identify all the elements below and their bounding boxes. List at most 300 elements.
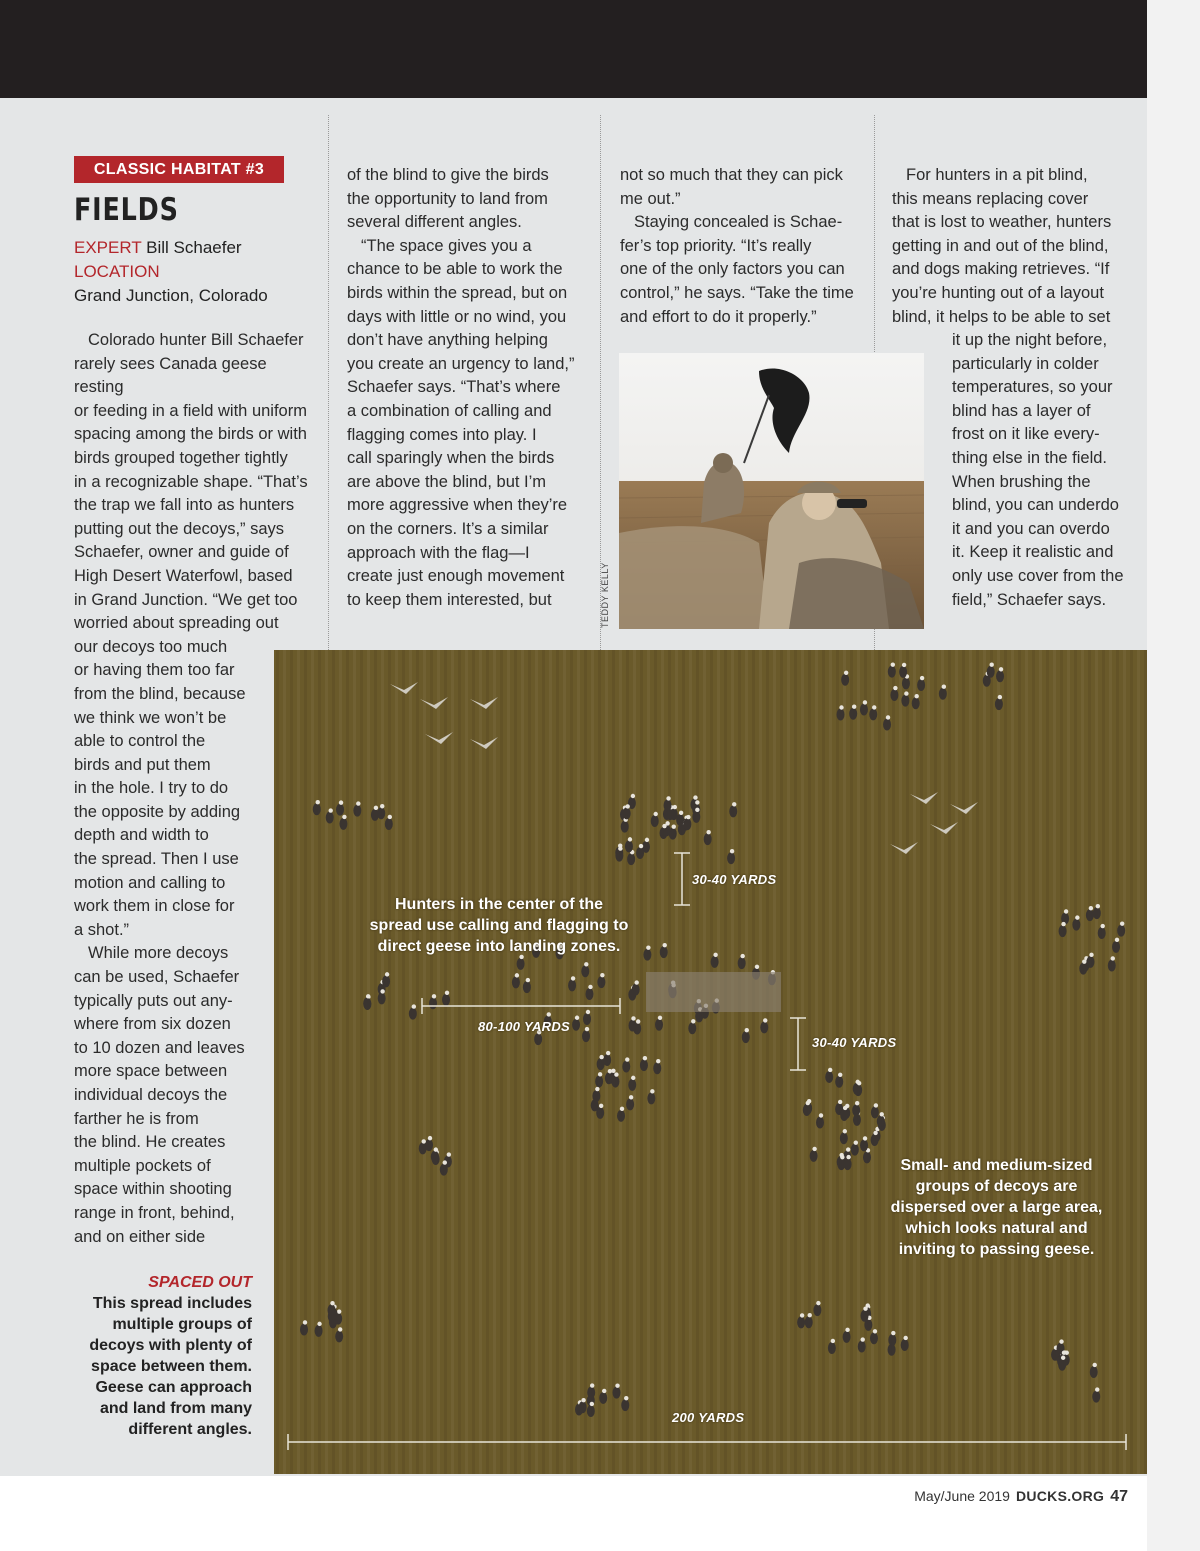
- crop-row: [661, 650, 664, 1474]
- text-line: from the blind, because: [74, 684, 246, 703]
- goose-decoy: [599, 1392, 607, 1404]
- goose-decoy-head: [317, 1322, 321, 1326]
- goose-decoy-head: [590, 1402, 594, 1406]
- crop-row: [934, 650, 937, 1474]
- goose-decoy-head: [672, 824, 676, 828]
- goose-decoy: [1098, 927, 1106, 939]
- goose-decoy-head: [598, 1072, 602, 1076]
- crop-row: [1032, 650, 1035, 1474]
- goose-decoy: [810, 1150, 818, 1162]
- text-line: and on either side: [74, 1227, 206, 1246]
- text-line: range in front, behind,: [74, 1203, 235, 1222]
- crop-row: [332, 650, 335, 1474]
- goose-decoy-head: [380, 804, 384, 808]
- crop-row: [1025, 650, 1028, 1474]
- goose-decoy: [339, 818, 347, 830]
- goose-decoy: [595, 1075, 603, 1087]
- goose-decoy: [592, 1090, 600, 1102]
- goose-decoy: [643, 949, 651, 961]
- goose-decoy-head: [838, 1073, 842, 1077]
- expert-meta: [74, 236, 268, 308]
- goose-decoy-head: [844, 671, 848, 675]
- crop-row: [360, 650, 363, 1474]
- goose-decoy-head: [645, 838, 649, 842]
- goose-decoy: [587, 1387, 595, 1399]
- crop-row: [948, 650, 951, 1474]
- goose-decoy: [300, 1323, 308, 1335]
- goose-decoy: [996, 670, 1004, 682]
- crop-row: [472, 650, 475, 1474]
- crop-row: [584, 650, 587, 1474]
- crop-row: [689, 650, 692, 1474]
- goose-decoy: [828, 1342, 836, 1354]
- goose-decoy-head: [338, 1327, 342, 1331]
- goose-decoy-head: [838, 1100, 842, 1104]
- text-line: frost on it like every-: [952, 425, 1100, 444]
- goose-decoy-head: [999, 667, 1003, 671]
- crop-row: [836, 650, 839, 1474]
- photo-credit: TEDDY KELLY: [600, 562, 610, 628]
- goose-decoy-head: [1089, 906, 1093, 910]
- goose-decoy-head: [662, 824, 666, 828]
- goose-decoy-head: [643, 1056, 647, 1060]
- crop-row: [675, 650, 678, 1474]
- goose-decoy-head: [855, 1101, 859, 1105]
- goose-decoy: [512, 976, 520, 988]
- goose-decoy-head: [602, 1389, 606, 1393]
- goose-decoy-head: [755, 965, 759, 969]
- text-line: Colorado hunter Bill Schaefer: [88, 331, 304, 349]
- crop-row: [815, 650, 818, 1474]
- goose-decoy: [843, 1331, 851, 1343]
- goose-decoy-head: [303, 1320, 307, 1324]
- goose-decoy: [1086, 956, 1094, 968]
- goose-decoy: [676, 814, 684, 826]
- crop-row: [997, 650, 1000, 1474]
- goose-decoy-head: [1111, 956, 1115, 960]
- crop-row: [591, 650, 594, 1474]
- crop-row: [1130, 650, 1133, 1474]
- goose-decoy-head: [713, 953, 717, 957]
- goose-decoy-head: [902, 663, 906, 667]
- crop-row: [465, 650, 468, 1474]
- goose-decoy: [628, 1079, 636, 1091]
- top-bar: [0, 0, 1200, 98]
- goose-decoy: [621, 821, 629, 833]
- goose-decoy-head: [852, 705, 856, 709]
- text-line: blind has a layer of: [952, 401, 1091, 420]
- label-line: which looks natural and: [905, 1220, 1088, 1237]
- goose-decoy-head: [412, 1004, 416, 1008]
- goose-decoy: [888, 1334, 896, 1346]
- goose-decoy: [1093, 907, 1101, 919]
- goose-decoy-head: [629, 1095, 633, 1099]
- goose-decoy: [683, 818, 691, 830]
- goose-decoy-head: [1101, 924, 1105, 928]
- crop-row: [787, 650, 790, 1474]
- goose-decoy: [704, 833, 712, 845]
- crop-row: [920, 650, 923, 1474]
- crop-row: [1046, 650, 1049, 1474]
- page-footer: [914, 1488, 1128, 1506]
- text-line: rarely sees Canada geese resting: [74, 354, 267, 397]
- goose-decoy: [409, 1008, 417, 1020]
- goose-decoy-head: [806, 1101, 810, 1105]
- crop-row: [381, 650, 384, 1474]
- crop-row: [1137, 650, 1140, 1474]
- crop-row: [633, 650, 636, 1474]
- crop-row: [1011, 650, 1014, 1474]
- label-line: dispersed over a large area,: [890, 1199, 1103, 1216]
- crop-row: [458, 650, 461, 1474]
- goose-decoy-head: [706, 830, 710, 834]
- goose-decoy: [632, 984, 640, 996]
- goose-decoy: [1072, 919, 1080, 931]
- crop-row: [1088, 650, 1091, 1474]
- text-line: me out.”: [620, 189, 681, 208]
- goose-decoy-head: [808, 1313, 812, 1317]
- crop-row: [437, 650, 440, 1474]
- goose-decoy-head: [1062, 1350, 1066, 1354]
- goose-decoy-head: [588, 985, 592, 989]
- goose-decoy: [727, 852, 735, 864]
- crop-row: [738, 650, 741, 1474]
- crop-row: [941, 650, 944, 1474]
- crop-row: [955, 650, 958, 1474]
- goose-decoy-head: [658, 1016, 662, 1020]
- caption-line: decoys with plenty of: [89, 1337, 252, 1354]
- text-line: putting out the decoys,” says: [74, 519, 285, 538]
- figure-caption: [80, 1272, 252, 1440]
- text-line: in Grand Junction. “We get too: [74, 590, 298, 609]
- goose-decoy-head: [854, 1140, 858, 1144]
- caption-line: different angles.: [128, 1421, 252, 1438]
- goose-decoy: [860, 1139, 868, 1151]
- goose-decoy-head: [443, 1160, 447, 1164]
- goose-decoy: [581, 965, 589, 977]
- crop-row: [374, 650, 377, 1474]
- goose-decoy: [912, 697, 920, 709]
- goose-decoy: [901, 695, 909, 707]
- goose-decoy-head: [861, 1337, 865, 1341]
- text-line: one of the only factors you can: [620, 260, 845, 279]
- text-line: While more decoys: [88, 944, 229, 963]
- location-value: Grand Junction, Colorado: [74, 286, 268, 305]
- goose-decoy-head: [839, 705, 843, 709]
- goose-decoy-head: [800, 1313, 804, 1317]
- goose-decoy: [660, 946, 668, 958]
- text-line: getting in and out of the blind,: [892, 236, 1109, 255]
- goose-decoy-head: [432, 994, 436, 998]
- goose-decoy: [382, 975, 390, 987]
- measure-right-label: 30-40 YARDS: [812, 1035, 897, 1050]
- expert-name: Bill Schaefer: [146, 238, 242, 257]
- goose-decoy: [363, 997, 371, 1009]
- goose-decoy: [585, 988, 593, 1000]
- caption-line: space between them.: [91, 1358, 252, 1375]
- hunters-photo: [619, 353, 924, 629]
- text-line: to keep them interested, but: [347, 590, 552, 609]
- crop-row: [1109, 650, 1112, 1474]
- goose-decoy-head: [816, 1301, 820, 1305]
- goose-decoy: [729, 805, 737, 817]
- crop-row: [1095, 650, 1098, 1474]
- goose-decoy: [711, 956, 719, 968]
- crop-row: [696, 650, 699, 1474]
- goose-decoy-head: [845, 1328, 849, 1332]
- goose-decoy-head: [863, 1307, 867, 1311]
- goose-decoy-head: [585, 1027, 589, 1031]
- text-line: where from six dozen: [74, 1015, 231, 1034]
- goose-decoy-head: [745, 1028, 749, 1032]
- crop-row: [843, 650, 846, 1474]
- goose-decoy-head: [732, 802, 736, 806]
- text-line: blind, it helps to be able to set: [892, 307, 1111, 326]
- text-line: call sparingly when the birds: [347, 449, 555, 468]
- goose-decoy: [840, 1109, 848, 1121]
- crop-row: [710, 650, 713, 1474]
- text-line: able to control the: [74, 732, 206, 751]
- crop-row: [535, 650, 538, 1474]
- goose-decoy: [623, 807, 631, 819]
- goose-decoy-head: [873, 1131, 877, 1135]
- goose-decoy-head: [666, 796, 670, 800]
- text-line: can be used, Schaefer: [74, 968, 240, 987]
- text-line: not so much that they can pick: [620, 166, 843, 184]
- article-column-4-continued: [952, 329, 1142, 612]
- goose-decoy-head: [846, 1147, 850, 1151]
- caption-line: and land from many: [99, 1400, 252, 1417]
- goose-decoy: [1117, 925, 1125, 937]
- goose-decoy-head: [872, 705, 876, 709]
- goose-decoy: [851, 1144, 859, 1156]
- text-line: or having them too far: [74, 661, 235, 680]
- crop-row: [983, 650, 986, 1474]
- crop-row: [906, 650, 909, 1474]
- crop-row: [913, 650, 916, 1474]
- goose-decoy-head: [600, 973, 604, 977]
- goose-decoy: [313, 803, 321, 815]
- goose-decoy-head: [1120, 921, 1124, 925]
- crop-row: [507, 650, 510, 1474]
- section-tag: CLASSIC HABITAT #3: [74, 156, 284, 183]
- goose-decoy-head: [654, 812, 658, 816]
- goose-decoy-head: [625, 1057, 629, 1061]
- goose-decoy: [579, 1401, 587, 1413]
- crop-row: [1144, 650, 1147, 1474]
- text-line: a combination of calling and: [347, 401, 552, 420]
- crop-row: [612, 650, 615, 1474]
- goose-decoy-head: [631, 1076, 635, 1080]
- goose-decoy-head: [571, 976, 575, 980]
- crop-row: [500, 650, 503, 1474]
- goose-decoy-head: [586, 1010, 590, 1014]
- goose-decoy-head: [656, 1059, 660, 1063]
- text-line: the opportunity to land from: [347, 189, 548, 208]
- goose-decoy-head: [615, 1383, 619, 1387]
- text-line: to 10 dozen and leaves: [74, 1038, 245, 1057]
- goose-decoy: [987, 666, 995, 678]
- goose-decoy: [653, 1062, 661, 1074]
- center-label: [369, 894, 629, 957]
- measure-bottom-label: 200 YARDS: [672, 1410, 745, 1425]
- crop-row: [962, 650, 965, 1474]
- crop-row: [563, 650, 566, 1474]
- label-line: direct geese into landing zones.: [377, 938, 621, 955]
- goose-decoy: [901, 1339, 909, 1351]
- crop-row: [304, 650, 307, 1474]
- text-line: fer’s top priority. “It’s really: [620, 236, 812, 255]
- goose-decoy-head: [595, 1087, 599, 1091]
- goose-decoy-head: [1059, 1339, 1063, 1343]
- text-line: this means replacing cover: [892, 189, 1089, 208]
- goose-decoy: [605, 1072, 613, 1084]
- label-line: groups of decoys are: [915, 1178, 1078, 1195]
- goose-decoy-head: [575, 1016, 579, 1020]
- goose-decoy-head: [914, 694, 918, 698]
- goose-decoy-head: [880, 1112, 884, 1116]
- goose-decoy-head: [691, 1019, 695, 1023]
- goose-decoy: [621, 1399, 629, 1411]
- goose-decoy: [825, 1071, 833, 1083]
- goose-decoy: [835, 1076, 843, 1088]
- goose-decoy: [854, 1084, 862, 1096]
- goose-decoy-head: [447, 1152, 451, 1156]
- crop-row: [353, 650, 356, 1474]
- goose-decoy: [899, 666, 907, 678]
- goose-decoy: [858, 1341, 866, 1353]
- measure-top-label: 30-40 YARDS: [692, 872, 777, 887]
- goose-decoy-head: [1064, 909, 1068, 913]
- goose-decoy-head: [846, 1155, 850, 1159]
- goose-decoy: [597, 976, 605, 988]
- goose-decoy-head: [998, 695, 1002, 699]
- text-line: of the blind to give the birds: [347, 166, 549, 184]
- crop-row: [556, 650, 559, 1474]
- goose-decoy-head: [1075, 915, 1079, 919]
- crop-row: [1116, 650, 1119, 1474]
- text-line: When brushing the: [952, 472, 1091, 491]
- goose-decoy-head: [374, 806, 378, 810]
- goose-decoy: [1108, 959, 1116, 971]
- goose-decoy-head: [693, 795, 697, 799]
- text-line: in the hole. I try to do: [74, 779, 229, 798]
- goose-decoy: [837, 708, 845, 720]
- crop-row: [514, 650, 517, 1474]
- text-line: it. Keep it realistic and: [952, 543, 1114, 562]
- crop-row: [276, 650, 279, 1474]
- goose-decoy: [803, 1104, 811, 1116]
- crop-row: [297, 650, 300, 1474]
- goose-decoy: [871, 1134, 879, 1146]
- goose-decoy: [517, 958, 525, 970]
- goose-decoy: [617, 1110, 625, 1122]
- text-line: it up the night before,: [952, 331, 1108, 349]
- caption-title: SPACED OUT: [148, 1274, 252, 1291]
- goose-decoy-head: [599, 1055, 603, 1059]
- goose-decoy-head: [590, 1383, 594, 1387]
- goose-decoy-head: [639, 844, 643, 848]
- goose-decoy-head: [942, 685, 946, 689]
- goose-decoy-head: [831, 1339, 835, 1343]
- goose-decoy: [902, 677, 910, 689]
- text-line: and effort to do it properly.”: [620, 307, 817, 326]
- goose-decoy: [1112, 941, 1120, 953]
- goose-decoy: [660, 827, 668, 839]
- goose-decoy: [429, 997, 437, 1009]
- crop-row: [283, 650, 286, 1474]
- goose-decoy-head: [385, 972, 389, 976]
- text-line: chance to be able to work the: [347, 260, 563, 279]
- goose-decoy-head: [663, 943, 667, 947]
- goose-decoy-head: [330, 1301, 334, 1305]
- goose-decoy: [419, 1142, 427, 1154]
- text-line: more space between: [74, 1062, 228, 1081]
- goose-decoy-head: [628, 837, 632, 841]
- goose-decoy-head: [686, 815, 690, 819]
- goose-decoy-head: [342, 815, 346, 819]
- text-line: in a recognizable shape. “That’s: [74, 472, 308, 491]
- goose-decoy: [378, 992, 386, 1004]
- text-line: space within shooting: [74, 1180, 232, 1199]
- goose-decoy: [385, 818, 393, 830]
- goose-decoy: [995, 698, 1003, 710]
- goose-decoy: [597, 1058, 605, 1070]
- goose-decoy-head: [316, 800, 320, 804]
- goose-decoy: [813, 1304, 821, 1316]
- crop-row: [871, 650, 874, 1474]
- goose-decoy-head: [428, 1136, 432, 1140]
- crop-row: [682, 650, 685, 1474]
- text-line: you create an urgency to land,”: [347, 354, 575, 373]
- goose-decoy-head: [740, 954, 744, 958]
- text-line: temperatures, so your: [952, 378, 1113, 397]
- goose-decoy-head: [1115, 938, 1119, 942]
- crop-row: [346, 650, 349, 1474]
- text-line: the opposite by adding: [74, 802, 241, 821]
- goose-decoy: [613, 1387, 621, 1399]
- site-name: DUCKS.ORG: [1015, 1488, 1105, 1504]
- goose-decoy: [625, 840, 633, 852]
- crop-row: [822, 650, 825, 1474]
- goose-decoy-head: [679, 811, 683, 815]
- text-line: field,” Schaefer says.: [952, 590, 1107, 609]
- article-column-4: [892, 164, 1137, 329]
- text-line: worried about spreading out: [74, 614, 279, 633]
- text-line: on the corners. It’s a similar: [347, 519, 549, 538]
- label-line: Small- and medium-sized: [900, 1157, 1093, 1174]
- crop-row: [773, 650, 776, 1474]
- goose-decoy: [655, 1019, 663, 1031]
- goose-decoy: [335, 1330, 343, 1342]
- goose-decoy-head: [1082, 959, 1086, 963]
- crop-row: [528, 650, 531, 1474]
- crop-row: [542, 650, 545, 1474]
- goose-decoy: [1058, 1359, 1066, 1371]
- goose-decoy: [636, 847, 644, 859]
- goose-decoy-head: [515, 973, 519, 977]
- label-line: inviting to passing geese.: [898, 1241, 1095, 1258]
- goose-decoy-head: [1089, 953, 1093, 957]
- goose-decoy-head: [388, 815, 392, 819]
- goose-decoy-head: [631, 794, 635, 798]
- crop-row: [878, 650, 881, 1474]
- crop-row: [486, 650, 489, 1474]
- goose-decoy-head: [873, 1329, 877, 1333]
- goose-decoy: [849, 708, 857, 720]
- goose-decoy: [583, 1013, 591, 1025]
- crop-row: [717, 650, 720, 1474]
